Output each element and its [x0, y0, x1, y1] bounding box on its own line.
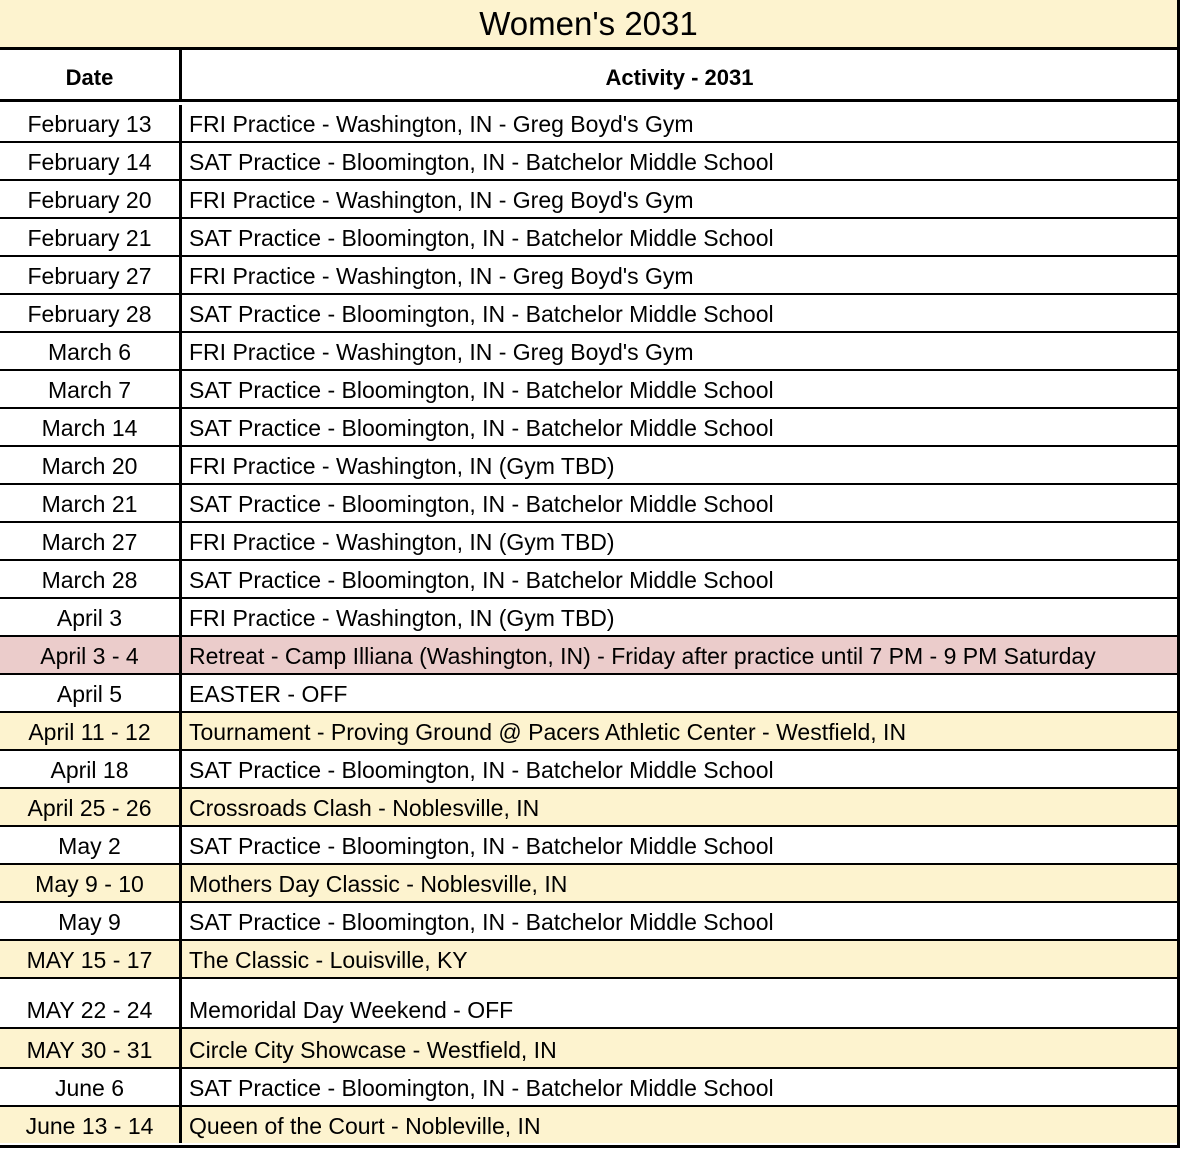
activity-cell[interactable]: SAT Practice - Bloomington, IN - Batchelor Middle School [189, 833, 774, 859]
table-row [0, 105, 1177, 143]
activity-cell[interactable]: SAT Practice - Bloomington, IN - Batchelor Middle School [189, 415, 774, 441]
activity-cell[interactable]: SAT Practice - Bloomington, IN - Batchelor Middle School [189, 377, 774, 403]
activity-cell[interactable]: Circle City Showcase - Westfield, IN [189, 1037, 557, 1063]
date-cell[interactable]: February 20 [0, 181, 182, 217]
date-cell[interactable]: March 7 [0, 371, 182, 407]
table-row [0, 903, 1177, 941]
activity-cell[interactable]: SAT Practice - Bloomington, IN - Batchelor Middle School [189, 757, 774, 783]
date-cell[interactable]: March 28 [0, 561, 182, 597]
activity-cell[interactable]: FRI Practice - Washington, IN - Greg Boyd's Gym [189, 111, 694, 137]
date-cell[interactable]: May 2 [0, 827, 182, 863]
date-cell[interactable]: March 6 [0, 333, 182, 369]
activity-cell[interactable]: FRI Practice - Washington, IN - Greg Boyd's Gym [189, 187, 694, 213]
date-cell[interactable]: MAY 22 - 24 [0, 979, 182, 1027]
table-row [0, 257, 1177, 295]
activity-cell[interactable]: SAT Practice - Bloomington, IN - Batchelor Middle School [189, 225, 774, 251]
table-row [0, 447, 1177, 485]
activity-cell[interactable]: Tournament - Proving Ground @ Pacers Athletic Center - Westfield, IN [189, 719, 907, 745]
table-row [0, 789, 1177, 827]
date-cell[interactable]: April 5 [0, 675, 182, 711]
activity-cell[interactable]: FRI Practice - Washington, IN (Gym TBD) [189, 529, 615, 555]
activity-cell[interactable]: Mothers Day Classic - Noblesville, IN [189, 871, 568, 897]
table-row [0, 371, 1177, 409]
date-cell[interactable]: April 11 - 12 [0, 713, 182, 749]
date-cell[interactable]: June 13 - 14 [0, 1107, 182, 1143]
activity-cell[interactable]: SAT Practice - Bloomington, IN - Batchelor Middle School [189, 1075, 774, 1101]
table-row [0, 295, 1177, 333]
table-row [0, 1107, 1177, 1143]
activity-cell[interactable]: Retreat - Camp Illiana (Washington, IN) - Friday after practice until 7 PM - 9 PM Saturday [189, 643, 1096, 669]
activity-cell[interactable]: The Classic - Louisville, KY [189, 947, 468, 973]
activity-cell[interactable]: FRI Practice - Washington, IN - Greg Boyd's Gym [189, 339, 694, 365]
date-cell[interactable]: March 27 [0, 523, 182, 559]
table-row [0, 523, 1177, 561]
activity-cell[interactable]: Queen of the Court - Nobleville, IN [189, 1113, 541, 1139]
header-date[interactable]: Date [0, 50, 182, 99]
table-row [0, 485, 1177, 523]
table-row [0, 409, 1177, 447]
table-row [0, 1029, 1177, 1069]
activity-cell[interactable]: EASTER - OFF [189, 681, 348, 707]
table-row [0, 181, 1177, 219]
date-cell[interactable]: May 9 - 10 [0, 865, 182, 901]
date-cell[interactable]: April 3 [0, 599, 182, 635]
date-cell[interactable]: MAY 15 - 17 [0, 941, 182, 977]
table-row [0, 675, 1177, 713]
table-row [0, 979, 1177, 1029]
table-row [0, 827, 1177, 865]
table-row [0, 713, 1177, 751]
table-row [0, 561, 1177, 599]
table-row [0, 1069, 1177, 1107]
activity-cell[interactable]: Memoridal Day Weekend - OFF [189, 997, 514, 1023]
header-row [0, 50, 1177, 102]
table-row [0, 219, 1177, 257]
date-cell[interactable]: May 9 [0, 903, 182, 939]
activity-cell[interactable]: SAT Practice - Bloomington, IN - Batchelor Middle School [189, 301, 774, 327]
activity-cell[interactable]: SAT Practice - Bloomington, IN - Batchelor Middle School [189, 491, 774, 517]
header-activity[interactable]: Activity - 2031 [605, 64, 754, 90]
table-row [0, 143, 1177, 181]
sheet-title[interactable]: Women's 2031 [0, 0, 1177, 50]
date-cell[interactable]: April 25 - 26 [0, 789, 182, 825]
table-row [0, 865, 1177, 903]
table-row [0, 599, 1177, 637]
activity-cell[interactable]: FRI Practice - Washington, IN (Gym TBD) [189, 605, 615, 631]
table-row [0, 637, 1177, 675]
date-cell[interactable]: March 20 [0, 447, 182, 483]
date-cell[interactable]: February 13 [0, 105, 182, 141]
table-row [0, 333, 1177, 371]
date-cell[interactable]: February 21 [0, 219, 182, 255]
table-row [0, 751, 1177, 789]
date-cell[interactable]: April 18 [0, 751, 182, 787]
date-cell[interactable]: February 27 [0, 257, 182, 293]
activity-cell[interactable]: SAT Practice - Bloomington, IN - Batchelor Middle School [189, 567, 774, 593]
table-row [0, 941, 1177, 979]
date-cell[interactable]: MAY 30 - 31 [0, 1029, 182, 1067]
activity-cell[interactable]: Crossroads Clash - Noblesville, IN [189, 795, 540, 821]
activity-cell[interactable]: SAT Practice - Bloomington, IN - Batchelor Middle School [189, 909, 774, 935]
date-cell[interactable]: June 6 [0, 1069, 182, 1105]
date-cell[interactable]: April 3 - 4 [0, 637, 182, 673]
activity-cell[interactable]: SAT Practice - Bloomington, IN - Batchelor Middle School [189, 149, 774, 175]
date-cell[interactable]: February 14 [0, 143, 182, 179]
date-cell[interactable]: February 28 [0, 295, 182, 331]
activity-cell[interactable]: FRI Practice - Washington, IN (Gym TBD) [189, 453, 615, 479]
date-cell[interactable]: March 21 [0, 485, 182, 521]
activity-cell[interactable]: FRI Practice - Washington, IN - Greg Boyd's Gym [189, 263, 694, 289]
date-cell[interactable]: March 14 [0, 409, 182, 445]
